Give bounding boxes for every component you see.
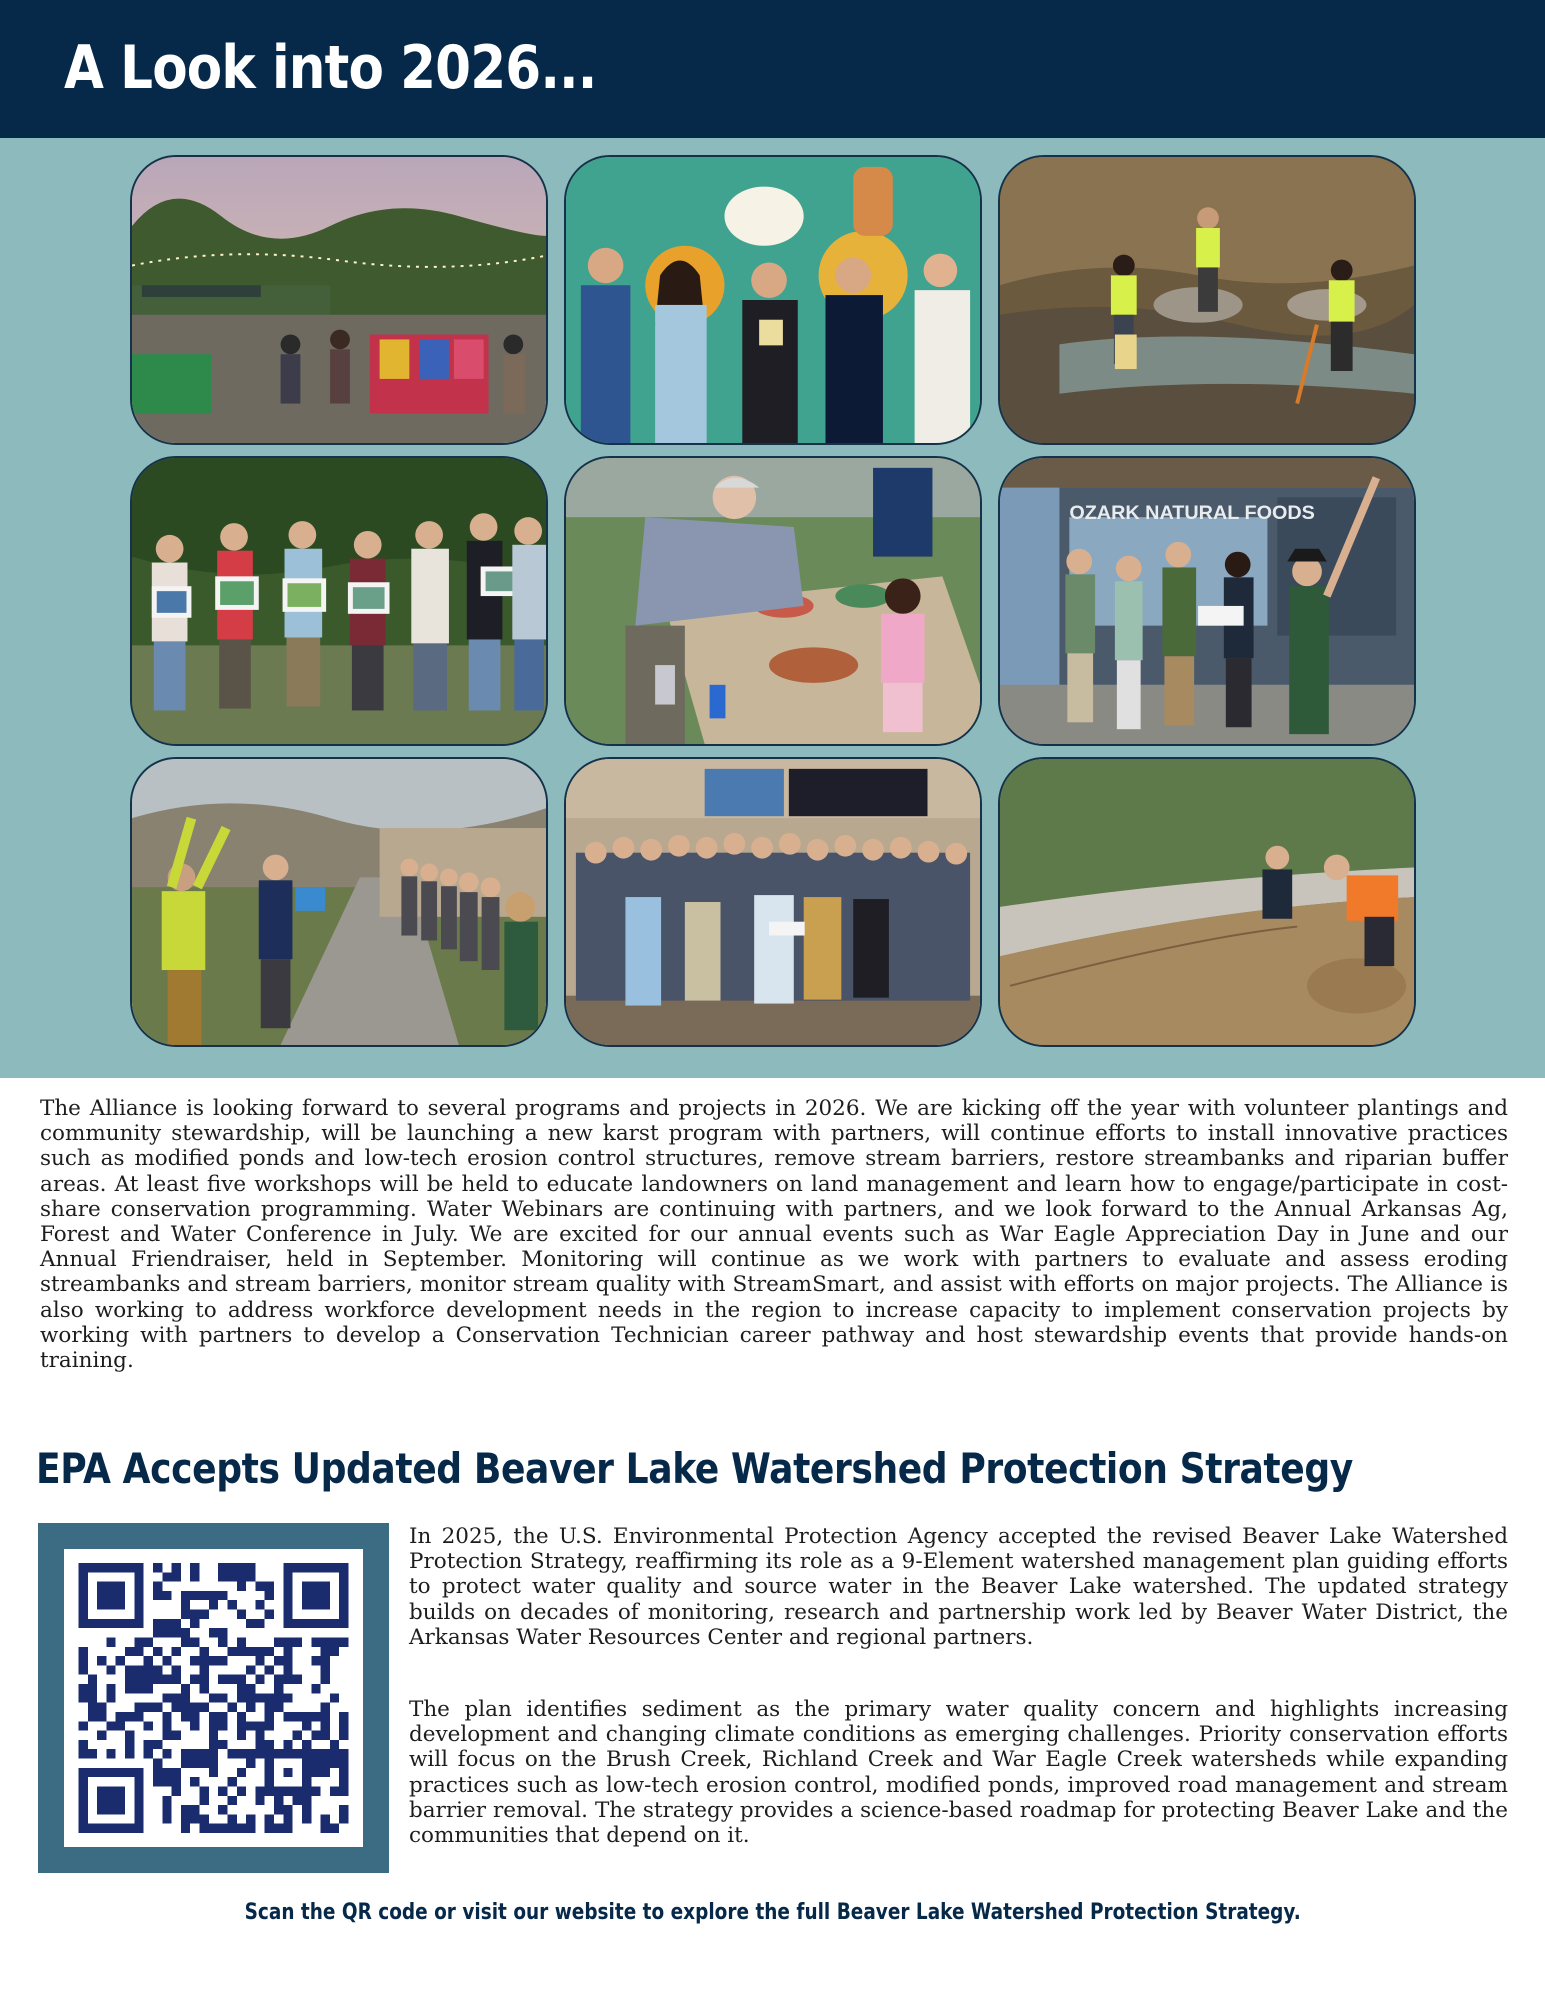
svg-text:OZARK NATURAL FOODS: OZARK NATURAL FOODS [1069, 502, 1315, 525]
photo-gallery [0, 138, 1545, 1078]
conference-group-photo [564, 757, 982, 1047]
fish-printing-activity-photo [564, 456, 982, 746]
qr-code-frame[interactable] [38, 1523, 389, 1873]
epa-paragraph-2: The plan identifies sediment as the primary water quality concern and highlights increasing development and changing climate conditions as emerging challenges. Priority conservation efforts will focus on the Brush Creek, Richland Creek and War Eagle Creek watersheds while expanding practices such as low-tech erosion control, modified ponds, improved road management and stream barrier removal. The strategy provides a science-based roadmap for protecting Beaver Lake and the communities that depend on it. [409, 1697, 1508, 1849]
page-header [0, 0, 1545, 138]
group-holding-framed-photos-photo [130, 456, 548, 746]
page-title: A Look into 2026... [64, 33, 597, 103]
epa-paragraph-1: In 2025, the U.S. Environmental Protection Agency accepted the revised Beaver Lake Watershed Protection Strategy, reaffirming its role as a 9-Element watershed management plan guiding efforts to protect water quality and source water in the Beaver Lake watershed. The updated strategy builds on decades of monitoring, research and partnership work led by Beaver Water District, the Arkansas Water Resources Center and regional partners. [409, 1524, 1508, 1650]
students-stream-cleanup-photo [998, 155, 1416, 445]
evening-outdoor-market-photo [130, 155, 548, 445]
group-with-award-mural-photo [564, 155, 982, 445]
scan-qr-instruction [0, 1898, 1545, 1928]
ozark-natural-foods-check-photo [998, 456, 1416, 746]
trail-tour-group-photo [130, 757, 548, 1047]
epa-section-title: EPA Accepts Updated Beaver Lake Watershed Protection Strategy [36, 1444, 1353, 1493]
scan-qr-text: Scan the QR code or visit our website to explore the full Beaver Lake Watershed Protection Strategy. [244, 1900, 1301, 1925]
erosion-mat-install-photo [998, 757, 1416, 1047]
intro-paragraph: The Alliance is looking forward to several programs and projects in 2026. We are kicking off the year with volunteer plantings and community stewardship, will be launching a new karst program with partners, will continue efforts to install innovative practices such as modified ponds and low-tech erosion control structures, remove stream barriers, restore streambanks and riparian buffer areas. At least five workshops will be held to educate landowners on land management and learn how to engage/participate in cost-share conservation programming. Water Webinars are continuing with partners, and we look forward to the Annual Arkansas Ag, Forest and Water Conference in July. We are excited for our annual events such as War Eagle Appreciation Day in June and our Annual Friendraiser, held in September. Monitoring will continue as we work with partners to evaluate and assess eroding streambanks and stream barriers, monitor stream quality with StreamSmart, and assist with efforts on major projects. The Alliance is also working to address workforce development needs in the region to increase capacity to implement conservation projects by working with partners to develop a Conservation Technician career pathway and host stewardship events that provide hands-on training. [40, 1096, 1508, 1374]
qr-code[interactable] [78, 1563, 349, 1833]
